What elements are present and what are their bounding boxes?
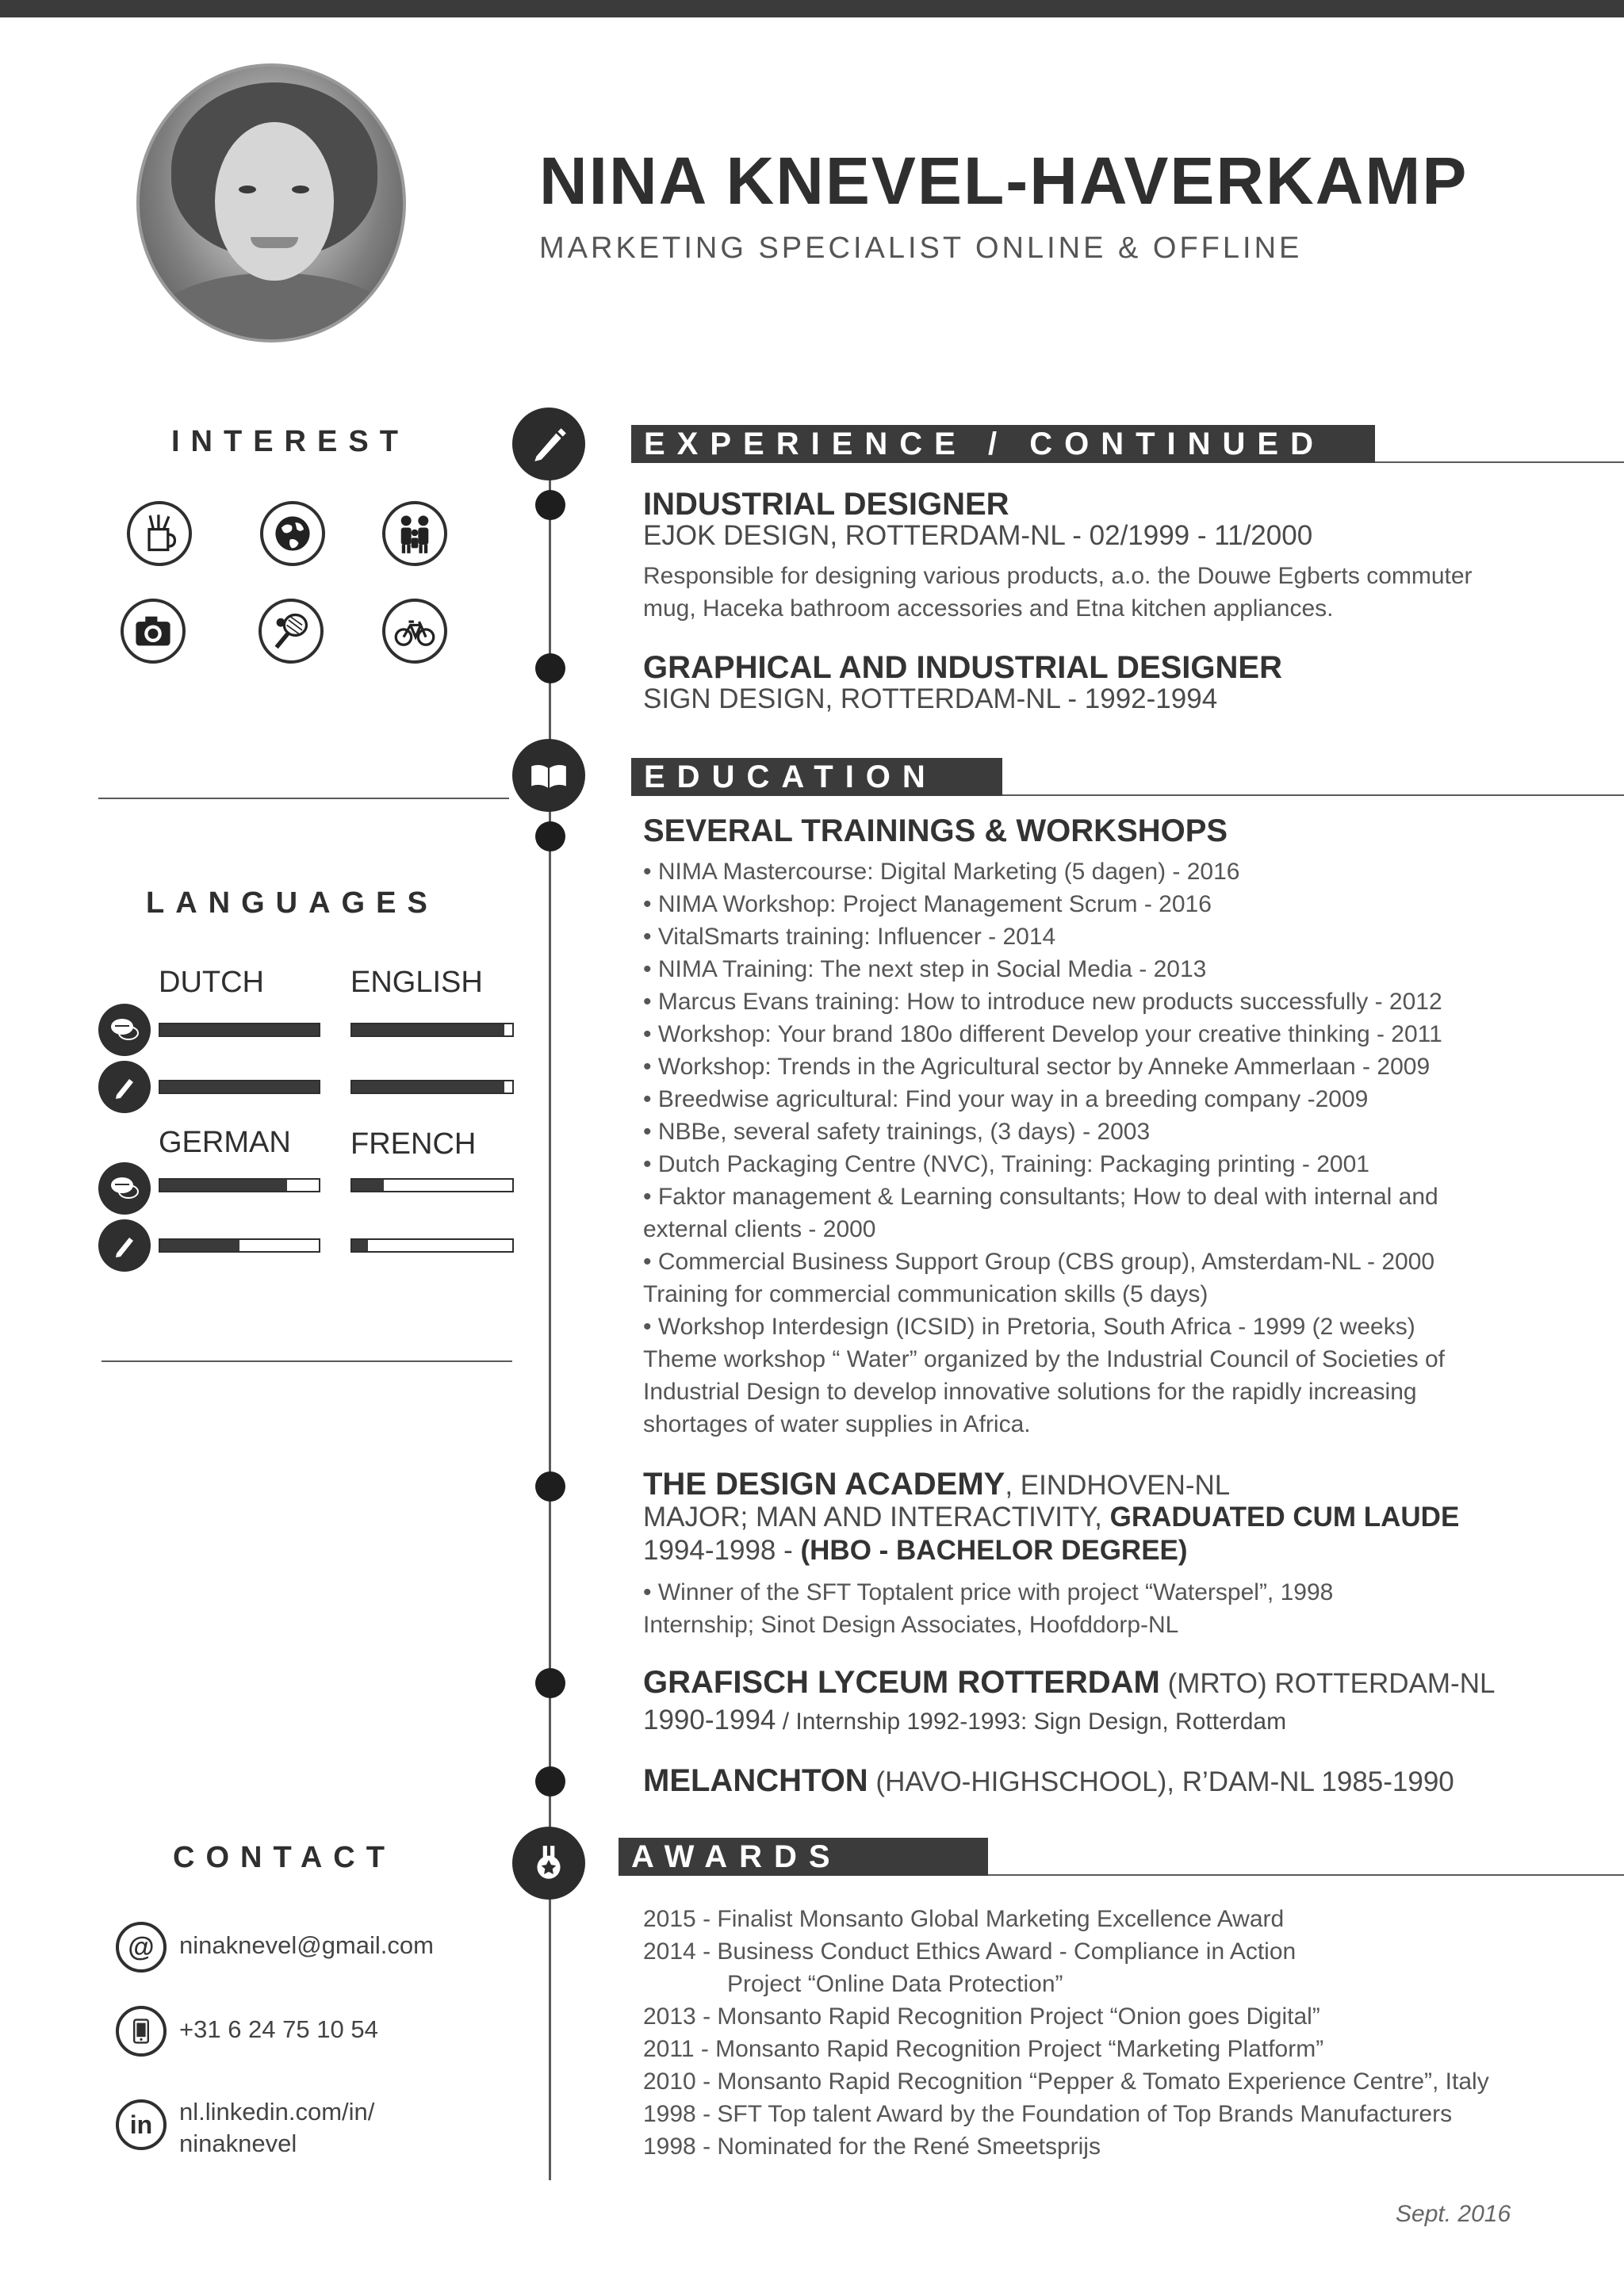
medal-icon — [512, 1827, 585, 1900]
job-company: SIGN DESIGN, ROTTERDAM-NL - 1992-1994 — [643, 683, 1218, 714]
person-name: NINA KNEVEL-HAVERKAMP — [539, 144, 1469, 218]
phone-icon — [116, 2006, 167, 2057]
list-item: Training for commercial communication skills (5 days) — [643, 1281, 1208, 1307]
timeline-line — [549, 476, 551, 2180]
awards-heading: AWARDS — [619, 1838, 988, 1876]
trainings-heading: SEVERAL TRAININGS & WORKSHOPS — [643, 813, 1228, 848]
list-item: Project “Online Data Protection” — [727, 1971, 1063, 1997]
school-melanchton: MELANCHTON (HAVO-HIGHSCHOOL), R’DAM-NL 1985-1990 — [643, 1763, 1454, 1798]
at-sign-icon: @ — [116, 1922, 167, 1973]
school-years: 1994-1998 - (HBO - BACHELOR DEGREE) — [643, 1535, 1188, 1566]
german-speak-bar — [159, 1178, 320, 1192]
french-speak-bar — [350, 1178, 514, 1192]
pen-icon — [98, 1061, 151, 1113]
divider — [98, 798, 509, 799]
school-lyceum-years: 1990-1994 / Internship 1992-1993: Sign Design, Rotterdam — [643, 1705, 1287, 1735]
list-item: external clients - 2000 — [643, 1216, 876, 1242]
divider — [102, 1360, 512, 1362]
school-major: MAJOR; MAN AND INTERACTIVITY, GRADUATED CUM LAUDE — [643, 1502, 1460, 1533]
section-rule — [1002, 794, 1624, 796]
globe-icon — [260, 501, 325, 566]
contact-linkedin-line2[interactable]: ninaknevel — [179, 2130, 297, 2157]
list-item: shortages of water supplies in Africa. — [643, 1411, 1031, 1437]
speech-bubble-icon — [98, 1162, 151, 1215]
dutch-write-bar — [159, 1080, 320, 1094]
contact-heading: CONTACT — [173, 1841, 396, 1874]
list-item: • Faktor management & Learning consultants; How to deal with internal and — [643, 1184, 1438, 1210]
language-dutch: DUTCH — [159, 966, 264, 999]
language-french: FRENCH — [350, 1127, 477, 1161]
list-item: • Workshop Interdesign (ICSID) in Pretoria, South Africa - 1999 (2 weeks) — [643, 1314, 1415, 1340]
list-item: 2013 - Monsanto Rapid Recognition Project “Onion goes Digital” — [643, 2003, 1320, 2030]
timeline-dot — [535, 1766, 565, 1797]
list-item: • NIMA Mastercourse: Digital Marketing (5 dagen) - 2016 — [643, 859, 1240, 885]
english-speak-bar — [350, 1023, 514, 1037]
dutch-speak-bar — [159, 1023, 320, 1037]
list-item: • NIMA Workshop: Project Management Scrum - 2016 — [643, 891, 1212, 917]
language-german: GERMAN — [159, 1126, 291, 1159]
profile-photo — [136, 63, 406, 342]
linkedin-icon: in — [116, 2099, 167, 2150]
section-rule — [1375, 461, 1624, 463]
contact-email[interactable]: ninaknevel@gmail.com — [179, 1931, 434, 1959]
list-item: • Workshop: Trends in the Agricultural sector by Anneke Ammerlaan - 2009 — [643, 1054, 1431, 1080]
list-item: 2014 - Business Conduct Ethics Award - Compliance in Action — [643, 1938, 1297, 1965]
list-item: 2015 - Finalist Monsanto Global Marketing Excellence Award — [643, 1906, 1285, 1932]
timeline-dot — [535, 653, 565, 683]
list-item: • Marcus Evans training: How to introduce new products successfully - 2012 — [643, 989, 1442, 1015]
timeline-dot — [535, 490, 565, 520]
french-write-bar — [350, 1238, 514, 1253]
job-title: MARKETING SPECIALIST ONLINE & OFFLINE — [539, 232, 1303, 265]
english-write-bar — [350, 1080, 514, 1094]
document-date: Sept. 2016 — [1396, 2201, 1511, 2227]
timeline-dot — [535, 1471, 565, 1502]
section-rule — [988, 1874, 1624, 1876]
list-item: • VitalSmarts training: Influencer - 2014 — [643, 924, 1056, 950]
bicycle-icon — [382, 599, 447, 664]
list-item: • Workshop: Your brand 180o different Develop your creative thinking - 2011 — [643, 1021, 1442, 1047]
tennis-icon — [259, 599, 324, 664]
job-company: EJOK DESIGN, ROTTERDAM-NL - 02/1999 - 11/2000 — [643, 520, 1313, 551]
job-description: Responsible for designing various products, a.o. the Douwe Egberts commuter mug, Haceka bathroom accessories and Etna kitchen appliances. — [643, 563, 1473, 622]
list-item: 1998 - Nominated for the René Smeetsprijs — [643, 2133, 1101, 2160]
school-lyceum: GRAFISCH LYCEUM ROTTERDAM (MRTO) ROTTERDAM-NL — [643, 1665, 1496, 1700]
job-role: GRAPHICAL AND INDUSTRIAL DESIGNER — [643, 650, 1282, 685]
language-english: ENGLISH — [350, 966, 483, 999]
list-item: • Dutch Packaging Centre (NVC), Training: Packaging printing - 2001 — [643, 1151, 1369, 1177]
timeline-dot — [535, 821, 565, 851]
timeline-dot — [535, 1668, 565, 1698]
german-write-bar — [159, 1238, 320, 1253]
camera-icon — [121, 599, 186, 664]
awards-list — [643, 1903, 1489, 2163]
list-item: • NBBe, several safety trainings, (3 days) - 2003 — [643, 1119, 1151, 1145]
speech-bubble-icon — [98, 1004, 151, 1056]
family-icon — [382, 501, 447, 566]
school-notes: • Winner of the SFT Toptalent price with project “Waterspel”, 1998 Internship; Sinot Design Associates, Hoofddorp-NL — [643, 1579, 1334, 1638]
list-item: • Commercial Business Support Group (CBS group), Amsterdam-NL - 2000 — [643, 1249, 1435, 1275]
list-item: • Breedwise agricultural: Find your way in a breeding company -2009 — [643, 1086, 1369, 1112]
list-item: 1998 - SFT Top talent Award by the Foundation of Top Brands Manufacturers — [643, 2101, 1453, 2127]
job-role: INDUSTRIAL DESIGNER — [643, 487, 1009, 522]
list-item: Industrial Design to develop innovative solutions for the rapidly increasing — [643, 1379, 1417, 1405]
contact-phone[interactable]: +31 6 24 75 10 54 — [179, 2015, 378, 2043]
list-item: Theme workshop “ Water” organized by the Industrial Council of Societies of — [643, 1346, 1446, 1372]
pen-icon — [98, 1219, 151, 1272]
pencil-icon — [512, 408, 585, 480]
school-design-academy: THE DESIGN ACADEMY, EINDHOVEN-NL — [643, 1467, 1231, 1502]
experience-heading: EXPERIENCE / CONTINUED — [631, 425, 1375, 463]
interest-heading: INTEREST — [171, 425, 409, 458]
contact-linkedin-line1[interactable]: nl.linkedin.com/in/ — [179, 2098, 375, 2126]
languages-heading: LANGUAGES — [146, 886, 439, 920]
education-heading: EDUCATION — [631, 758, 1002, 796]
art-supplies-icon — [127, 501, 192, 566]
list-item: • NIMA Training: The next step in Social Media - 2013 — [643, 956, 1207, 982]
list-item: 2010 - Monsanto Rapid Recognition “Pepper & Tomato Experience Centre”, Italy — [643, 2068, 1489, 2095]
book-icon — [512, 739, 585, 812]
trainings-list — [643, 855, 1445, 1441]
list-item: 2011 - Monsanto Rapid Recognition Project “Marketing Platform” — [643, 2036, 1324, 2062]
top-bar — [0, 0, 1624, 17]
